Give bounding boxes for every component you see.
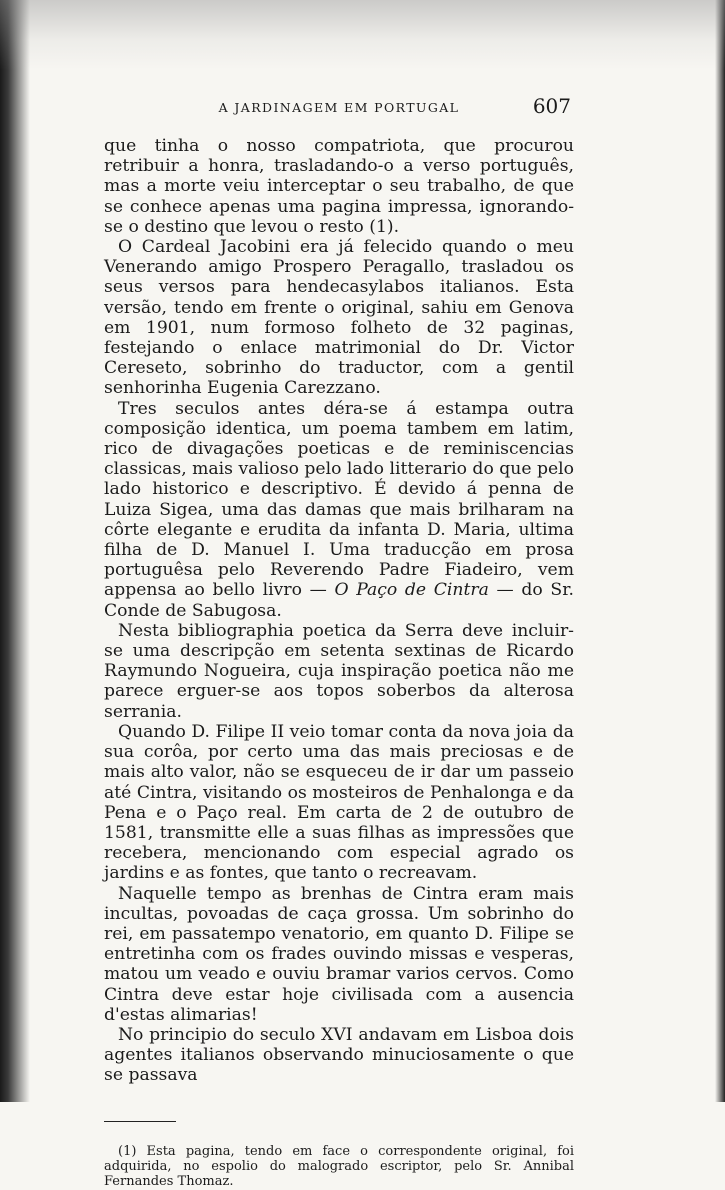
paragraph-seculo-xvi: No principio do seculo XVI andavam em Lisboa dois agentes italianos observando minuciosamente o que se passava xyxy=(104,1024,574,1086)
tres-seculos-text-end: — do Sr. Conde de Sabugosa. xyxy=(104,580,574,621)
body-text xyxy=(104,136,574,1086)
page-number: 607 xyxy=(532,94,571,118)
paragraph-cardeal-jacobini: O Cardeal Jacobini era já felecido quando o meu Venerando amigo Prospero Peragallo, trasladou os seus versos para hendecasylabos italianos. Esta versão, tendo em frente o original, sahiu em Genova em 1901, num formoso folheto de 32 paginas, festejando o enlace matrimonial do Dr. Victor Cereseto, sobrinho do traductor, com a gentil senhorinha Eugenia Carezzano. xyxy=(104,237,574,399)
running-head xyxy=(104,96,574,122)
footnote-rule xyxy=(104,1121,176,1122)
footnote: (1) Esta pagina, tendo em face o correspondente original, foi adquirida, no espolio do malogrado escriptor, pelo Sr. Annibal Fernandes Thomaz. xyxy=(104,1143,574,1190)
scan-edge-shadow-top xyxy=(0,0,725,70)
paragraph-bibliographia: Nesta bibliographia poetica da Serra deve incluir-se uma descripção em setenta sextinas de Ricardo Raymundo Nogueira, cuja inspiração poetica não me parece erguer-se aos topos soberbos da alterosa serrania. xyxy=(104,620,574,722)
paragraph-brenhas-de-cintra: Naquelle tempo as brenhas de Cintra eram mais incultas, povoadas de caça grossa. Um sobrinho do rei, em passatempo venatorio, em quanto D. Filipe se entretinha com os frades ouvindo missas e vesperas, matou um veado e ouviu bramar varios cervos. Como Cintra deve estar hoje civilisada com a ausencia d'estas alimarias! xyxy=(104,883,574,1025)
running-title: A JARDINAGEM EM PORTUGAL xyxy=(218,100,460,115)
paragraph-filipe-ii: Quando D. Filipe II veio tomar conta da nova joia da sua corôa, por certo uma das mais preciosas e de mais alto valor, não se esqueceu de ir dar um passeio até Cintra, visitando os mosteiros de Penhalonga e da Pena e o Paço real. Em carta de 2 de outubro de 1581, transmitte elle a suas filhas as impressões que recebera, mencionando com especial agrado os jardins e as fontes, que tanto o recreavam. xyxy=(104,721,574,884)
book-page xyxy=(104,96,574,1190)
paragraph-tres-seculos xyxy=(104,399,574,621)
paragraph-continuation: que tinha o nosso compatriota, que procurou retribuir a honra, trasladando-o a verso português, mas a morte veiu interceptar o seu trabalho, de que se conhece apenas uma pagina impressa, ignorando-se o destino que levou o resto (1). xyxy=(104,136,574,237)
scan-edge-shadow-right xyxy=(715,0,725,1102)
scan-edge-shadow-left xyxy=(0,0,30,1102)
book-title-paco-de-cintra: O Paço de Cintra xyxy=(334,580,489,601)
tres-seculos-text: Tres seculos antes déra-se á estampa outra composição identica, um poema tambem em latim, rico de divagações poeticas e de reminiscencias classicas, mais valioso pelo lado litterario do que pelo lado historico e descriptivo. É devido á penna de Luiza Sigea, uma das damas que mais brilharam na côrte elegante e erudita da infanta D. Maria, ultima filha de D. Manuel I. Uma traducção em prosa portuguêsa pelo Reverendo Padre Fiadeiro, vem appensa ao bello livro — xyxy=(104,398,574,601)
